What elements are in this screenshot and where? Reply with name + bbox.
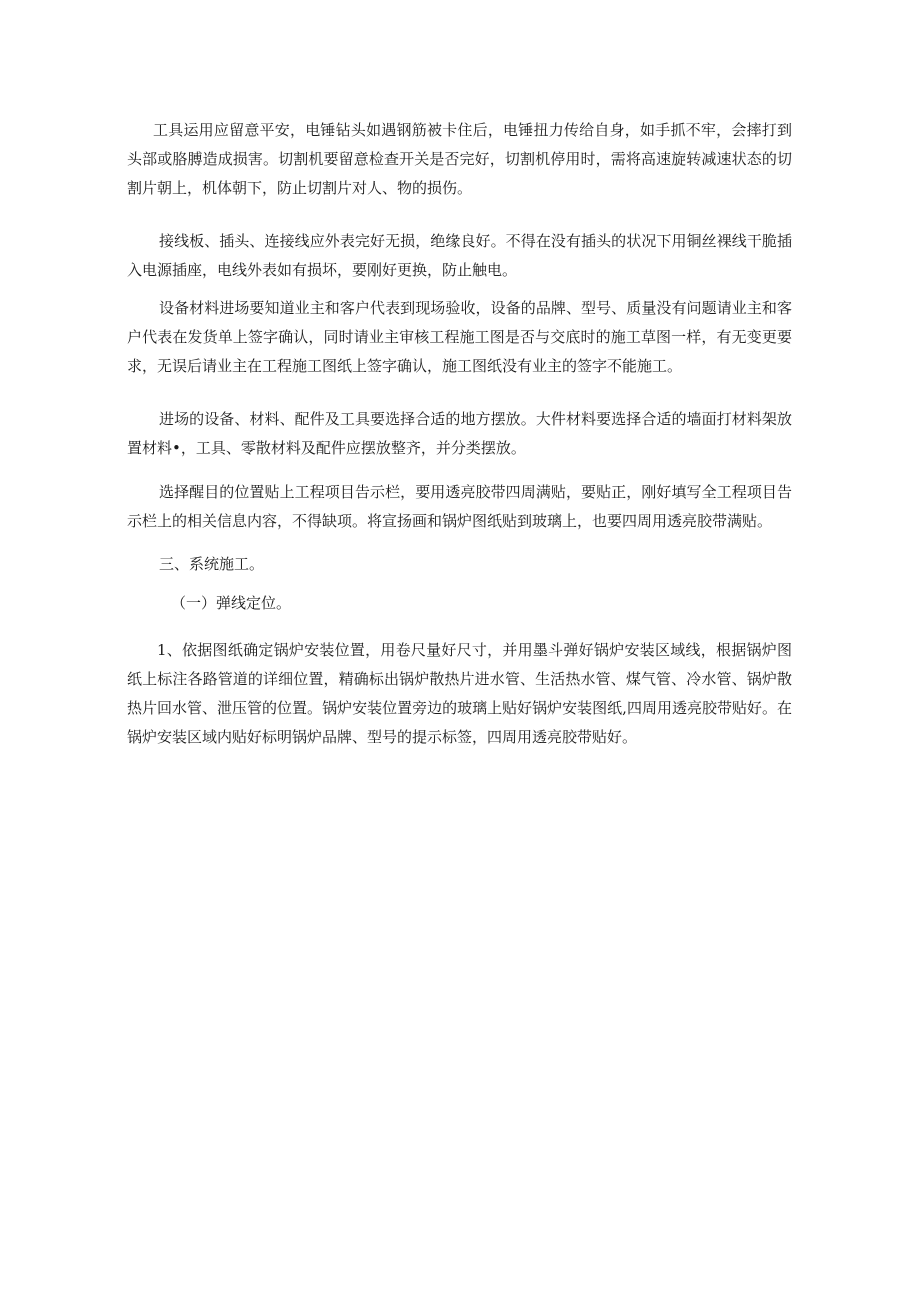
section-heading-system-construction: 三、系统施工。 bbox=[159, 555, 265, 573]
paragraph-tool-safety: 工具运用应留意平安，电锤钻头如遇钢筋被卡住后，电锤扭力传给自身，如手抓不牢，会摔打到头部或胳膊造成损害。切割机要留意检查开关是否完好，切割机停用时，需将高速旋转减速状态的切割片朝上，机体朝下，防止切割片对人、物的损伤。 bbox=[127, 121, 792, 197]
paragraph-wiring-safety: 接线板、插头、连接线应外表完好无损，绝缘良好。不得在没有插头的状况下用铜丝裸线干脆插入电源插座，电线外表如有损坏，要刚好更换，防止触电。 bbox=[127, 232, 792, 279]
paragraph-material-placement: 进场的设备、材料、配件及工具要选择合适的地方摆放。大件材料要选择合适的墙面打材料架放置材料•，工具、零散材料及配件应摆放整齐，并分类摆放。 bbox=[127, 410, 792, 457]
subsection-heading-line-positioning: （一）弹线定位。 bbox=[171, 594, 292, 612]
paragraph-project-notice: 选择醒目的位置贴上工程项目告示栏，要用透亮胶带四周满贴，要贴正，刚好填写全工程项目告示栏上的相关信息内容，不得缺项。将宣扬画和锅炉图纸贴到玻璃上，也要四周用透亮胶带满贴。 bbox=[127, 483, 792, 530]
paragraph-material-acceptance: 设备材料进场要知道业主和客户代表到现场验收，设备的品牌、型号、质量没有问题请业主和客户代表在发货单上签字确认，同时请业主审核工程施工图是否与交底时的施工草图一样，有无变更要求，无误后请业主在工程施工图纸上签字确认，施工图纸没有业主的签字不能施工。 bbox=[127, 299, 792, 375]
paragraph-boiler-positioning: 1、依据图纸确定锅炉安装位置，用卷尺量好尺寸，并用墨斗弹好锅炉安装区域线，根据锅炉图纸上标注各路管道的详细位置，精确标出锅炉散热片进水管、生活热水管、煤气管、冷水管、锅炉散热片回水管、泄压管的位置。锅炉安装位置旁边的玻璃上贴好锅炉安装图纸,四周用透亮胶带贴好。在锅炉安装区域内贴好标明锅炉品牌、型号的提示标签，四周用透亮胶带贴好。 bbox=[127, 641, 792, 746]
